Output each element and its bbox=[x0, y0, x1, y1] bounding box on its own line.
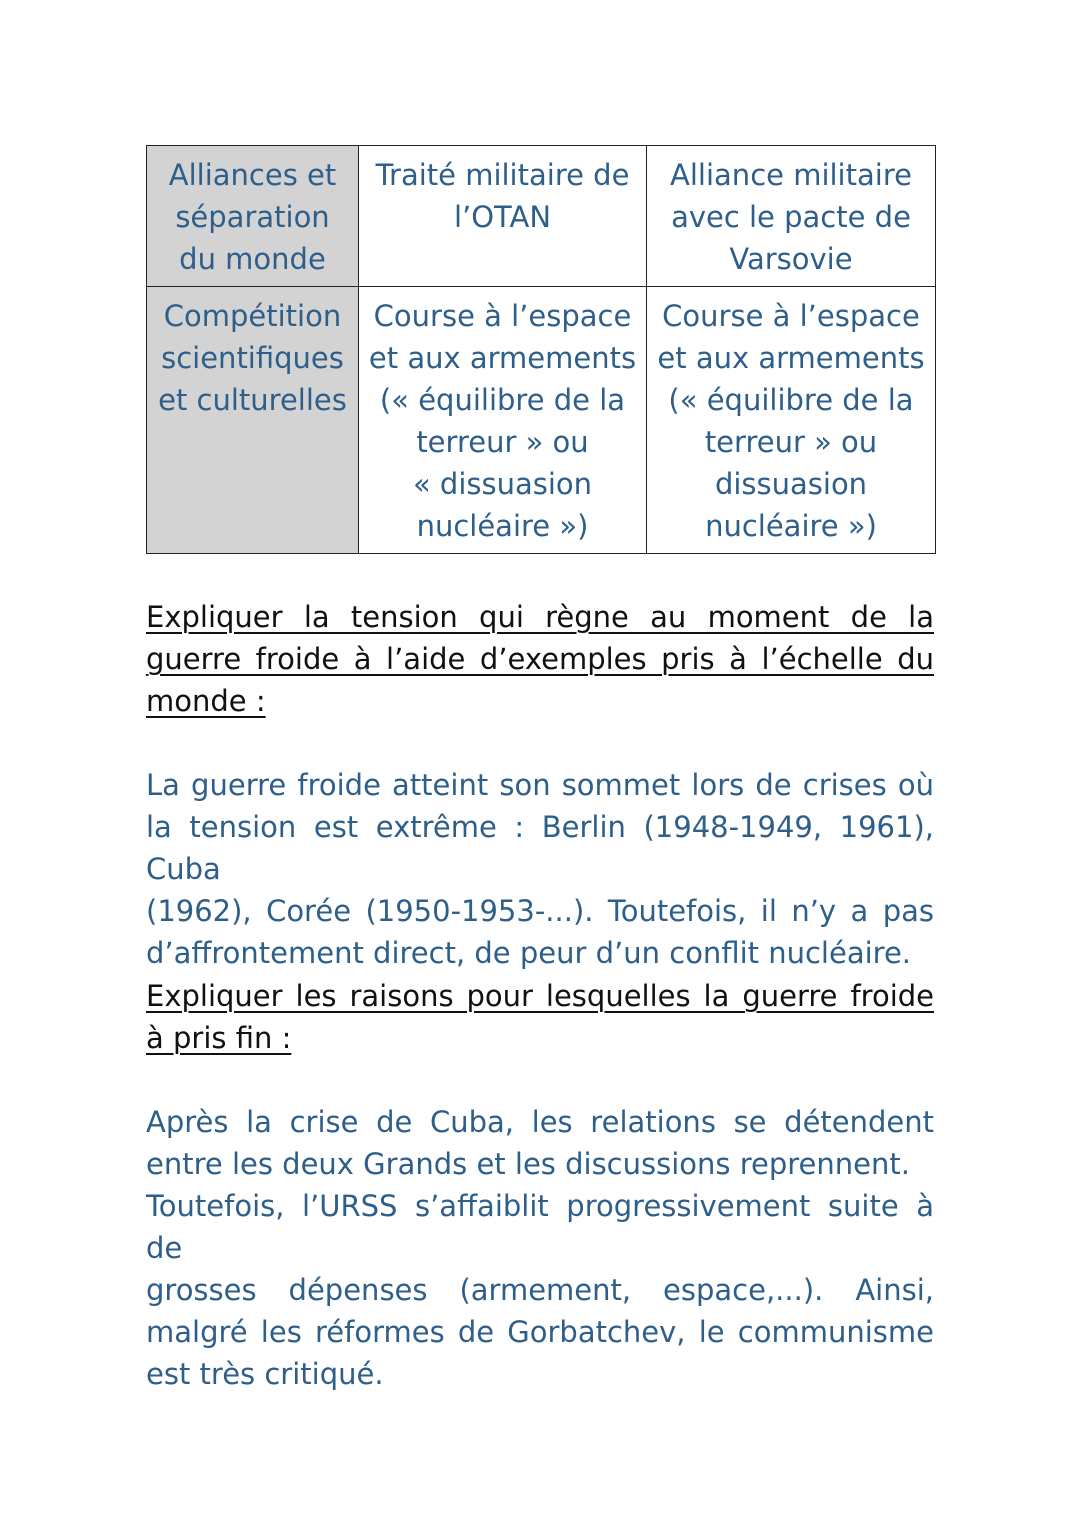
answer-line: (1962), Corée (1950-1953-...). Toutefois, il n’y a pas bbox=[146, 894, 934, 928]
question-fin-guerre-froide: Expliquer les raisons pour lesquelles la guerre froide à pris fin : bbox=[146, 979, 934, 1055]
table-row bbox=[147, 287, 936, 554]
answer-line: La guerre froide atteint son sommet lors de crises où bbox=[146, 768, 934, 802]
answer-line: la tension est extrême : Berlin (1948-1949, 1961), Cuba bbox=[146, 810, 934, 886]
answer-line: entre les deux Grands et les discussions reprennent. bbox=[146, 1147, 910, 1181]
answer-line: grosses dépenses (armement, espace,...). Ainsi, bbox=[146, 1273, 934, 1307]
cell-varsovie: Alliance militaire avec le pacte de Varsovie bbox=[647, 146, 936, 287]
question-tension: Expliquer la tension qui règne au moment de la guerre froide à l’aide d’exemples pris à l’échelle du monde : bbox=[146, 600, 934, 718]
answer-line: d’affrontement direct, de peur d’un conflit nucléaire. bbox=[146, 936, 912, 970]
answer-fin-guerre-froide bbox=[146, 1101, 934, 1395]
table-row bbox=[147, 146, 936, 287]
row-header-competition: Compétition scientifiques et culturelles bbox=[147, 287, 359, 554]
answer-line: est très critiqué. bbox=[146, 1357, 384, 1391]
cell-course-urss: Course à l’espace et aux armements (« équilibre de la terreur » ou dissuasion nucléaire ») bbox=[647, 287, 936, 554]
comparison-table bbox=[146, 145, 936, 554]
answer-line: Toutefois, l’URSS s’affaiblit progressivement suite à de bbox=[146, 1189, 934, 1265]
answer-line: malgré les réformes de Gorbatchev, le communisme bbox=[146, 1315, 934, 1349]
comparison-table-wrapper bbox=[146, 145, 935, 554]
cell-otan: Traité militaire de l’OTAN bbox=[359, 146, 647, 287]
row-header-alliances: Alliances et séparation du monde bbox=[147, 146, 359, 287]
answer-line: Après la crise de Cuba, les relations se détendent bbox=[146, 1105, 934, 1139]
answer-tension bbox=[146, 764, 934, 974]
cell-course-usa: Course à l’espace et aux armements (« équilibre de la terreur » ou « dissuasion nucléaire ») bbox=[359, 287, 647, 554]
